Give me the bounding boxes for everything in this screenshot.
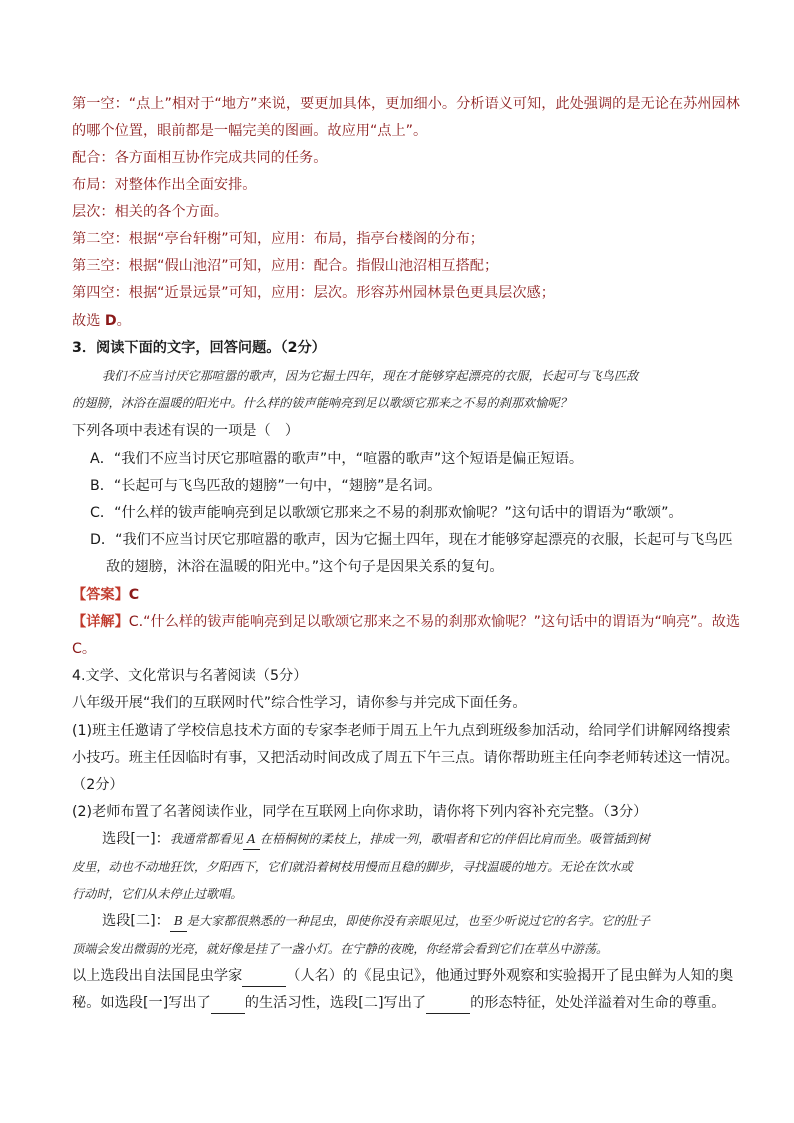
q3-detail-cont: C。	[72, 641, 97, 657]
explanation-line: 第二空：根据“亭台轩榭”可知，应用：布局，指亭台楼阁的分布；	[72, 231, 484, 247]
choose-letter: D	[104, 313, 117, 329]
q4-task1-line: 小技巧。班主任因临时有事，又把活动时间改成了周五下午三点。请你帮助班主任向李老师转述这一情况。	[72, 750, 739, 766]
selection-one-line: 行动时，它们从未停止过歌唱。	[72, 887, 243, 901]
q3-heading: 3．阅读下面的文字，回答问题。（2分）	[72, 340, 326, 356]
selection-two-line	[102, 911, 650, 932]
explanation-line: 第一空：“点上”相对于“地方”来说，要更加具体，更加细小。分析语义可知，此处强调的是无论在苏州园林	[72, 96, 740, 112]
q4-task1-line: (1)班主任邀请了学校信息技术方面的专家李老师于周五上午九点到班级参加活动，给同学们讲解网络搜索	[72, 723, 731, 739]
explanation-line: 第三空：根据“假山池沼”可知，应用：配合。指假山池沼相互搭配；	[72, 258, 499, 274]
blank-selection-two[interactable]	[426, 993, 470, 1014]
fill-in-line	[72, 993, 725, 1014]
q3-passage-line: 的翅膀，沐浴在温暖的阳光中。什么样的钹声能响亮到足以歌颂它那来之不易的刹那欢愉呢？	[72, 396, 572, 410]
answer-label: 【答案】	[72, 587, 129, 603]
q3-option-d-cont: 敌的翅膀，沐浴在温暖的阳光中。”这个句子是因果关系的复句。	[106, 559, 504, 575]
selection-one-line	[102, 829, 650, 850]
choose-suffix: 。	[116, 313, 131, 329]
q3-passage-line: 我们不应当讨厌它那喧嚣的歌声，因为它掘土四年，现在才能够穿起漂亮的衣服，长起可与飞鸟匹敌	[102, 369, 639, 383]
selection-two-label: 选段[二]：	[102, 913, 170, 929]
answer-value: C	[128, 587, 140, 603]
q3-prompt: 下列各项中表述有误的一项是（ ）	[72, 423, 300, 439]
explanation-line: 第四空：根据“近景远景”可知，应用：层次。形容苏州园林景色更具层次感；	[72, 285, 555, 301]
q4-task2: (2)老师布置了名著阅读作业，同学在互联网上向你求助，请你将下列内容补充完整。（3分）	[72, 804, 648, 820]
fill-text: 秘。如选段[一]写出了	[72, 995, 211, 1011]
selection-one-line: 皮里，动也不动地狂饮，夕阳西下，它们就沿着树枝用慢而且稳的脚步，寻找温暖的地方。无论在饮水或	[72, 860, 633, 874]
detail-label: 【详解】	[72, 614, 129, 630]
q3-option-c: C．“什么样的钹声能响亮到足以歌颂它那来之不易的刹那欢愉呢？”这句话中的谓语为“歌颂”。	[90, 505, 683, 521]
fill-text: 的形态特征，处处洋溢着对生命的尊重。	[470, 995, 726, 1011]
selection-two-text: 是大家都很熟悉的一种昆虫，即使你没有亲眼见过，也至少听说过它的名字。它的肚子	[186, 914, 650, 928]
q3-detail	[72, 612, 740, 632]
fill-in-line	[72, 966, 733, 987]
blank-a: A	[243, 829, 260, 850]
fill-text: 的生活习性，选段[二]写出了	[244, 995, 427, 1011]
q4-intro: 八年级开展“我们的互联网时代”综合性学习，请你参与并完成下面任务。	[72, 695, 527, 711]
blank-author[interactable]	[242, 966, 286, 987]
detail-text: C.“什么样的钹声能响亮到足以歌颂它那来之不易的刹那欢愉呢？”这句话中的谓语为“响亮”。故选	[128, 614, 741, 630]
q3-answer	[72, 585, 139, 605]
explanation-line: 布局：对整体作出全面安排。	[72, 177, 257, 193]
selection-one-text: 在梧桐树的柔枝上，排成一列，歌唱者和它的伴侣比肩而坐。吸管插到树	[259, 832, 650, 846]
blank-b: B	[170, 911, 187, 932]
choose-answer-line	[72, 311, 131, 331]
selection-one-label: 选段[一]：	[102, 831, 170, 847]
choose-prefix: 故选	[72, 313, 105, 329]
q4-heading: 4.文学、文化常识与名著阅读（5分）	[72, 668, 308, 684]
explanation-line: 配合：各方面相互协作完成共同的任务。	[72, 150, 328, 166]
fill-text: 以上选段出自法国昆虫学家	[72, 968, 243, 984]
q3-option-b: B．“长起可与飞鸟匹敌的翅膀”一句中，“翅膀”是名词。	[90, 478, 442, 494]
q4-task1-line: （2分）	[72, 777, 124, 793]
selection-two-line: 顶端会发出微弱的光亮，就好像是挂了一盏小灯。在宁静的夜晚，你经常会看到它们在草丛中游荡。	[72, 942, 609, 956]
fill-text: （人名）的《昆虫记》，他通过野外观察和实验揭开了昆虫鲜为人知的奥	[286, 968, 734, 984]
q3-option-d: D．“我们不应当讨厌它那喧嚣的歌声，因为它掘土四年，现在才能够穿起漂亮的衣服，长起可与飞鸟匹	[90, 532, 733, 548]
q3-option-a: A．“我们不应当讨厌它那喧嚣的歌声”中，“喧嚣的歌声”这个短语是偏正短语。	[90, 451, 584, 467]
blank-selection-one[interactable]	[211, 993, 245, 1014]
selection-one-text: 我通常都看见	[169, 832, 243, 846]
explanation-line: 的哪个位置，眼前都是一幅完美的图画。故应用“点上”。	[72, 123, 428, 139]
explanation-line: 层次：相关的各个方面。	[72, 204, 229, 220]
